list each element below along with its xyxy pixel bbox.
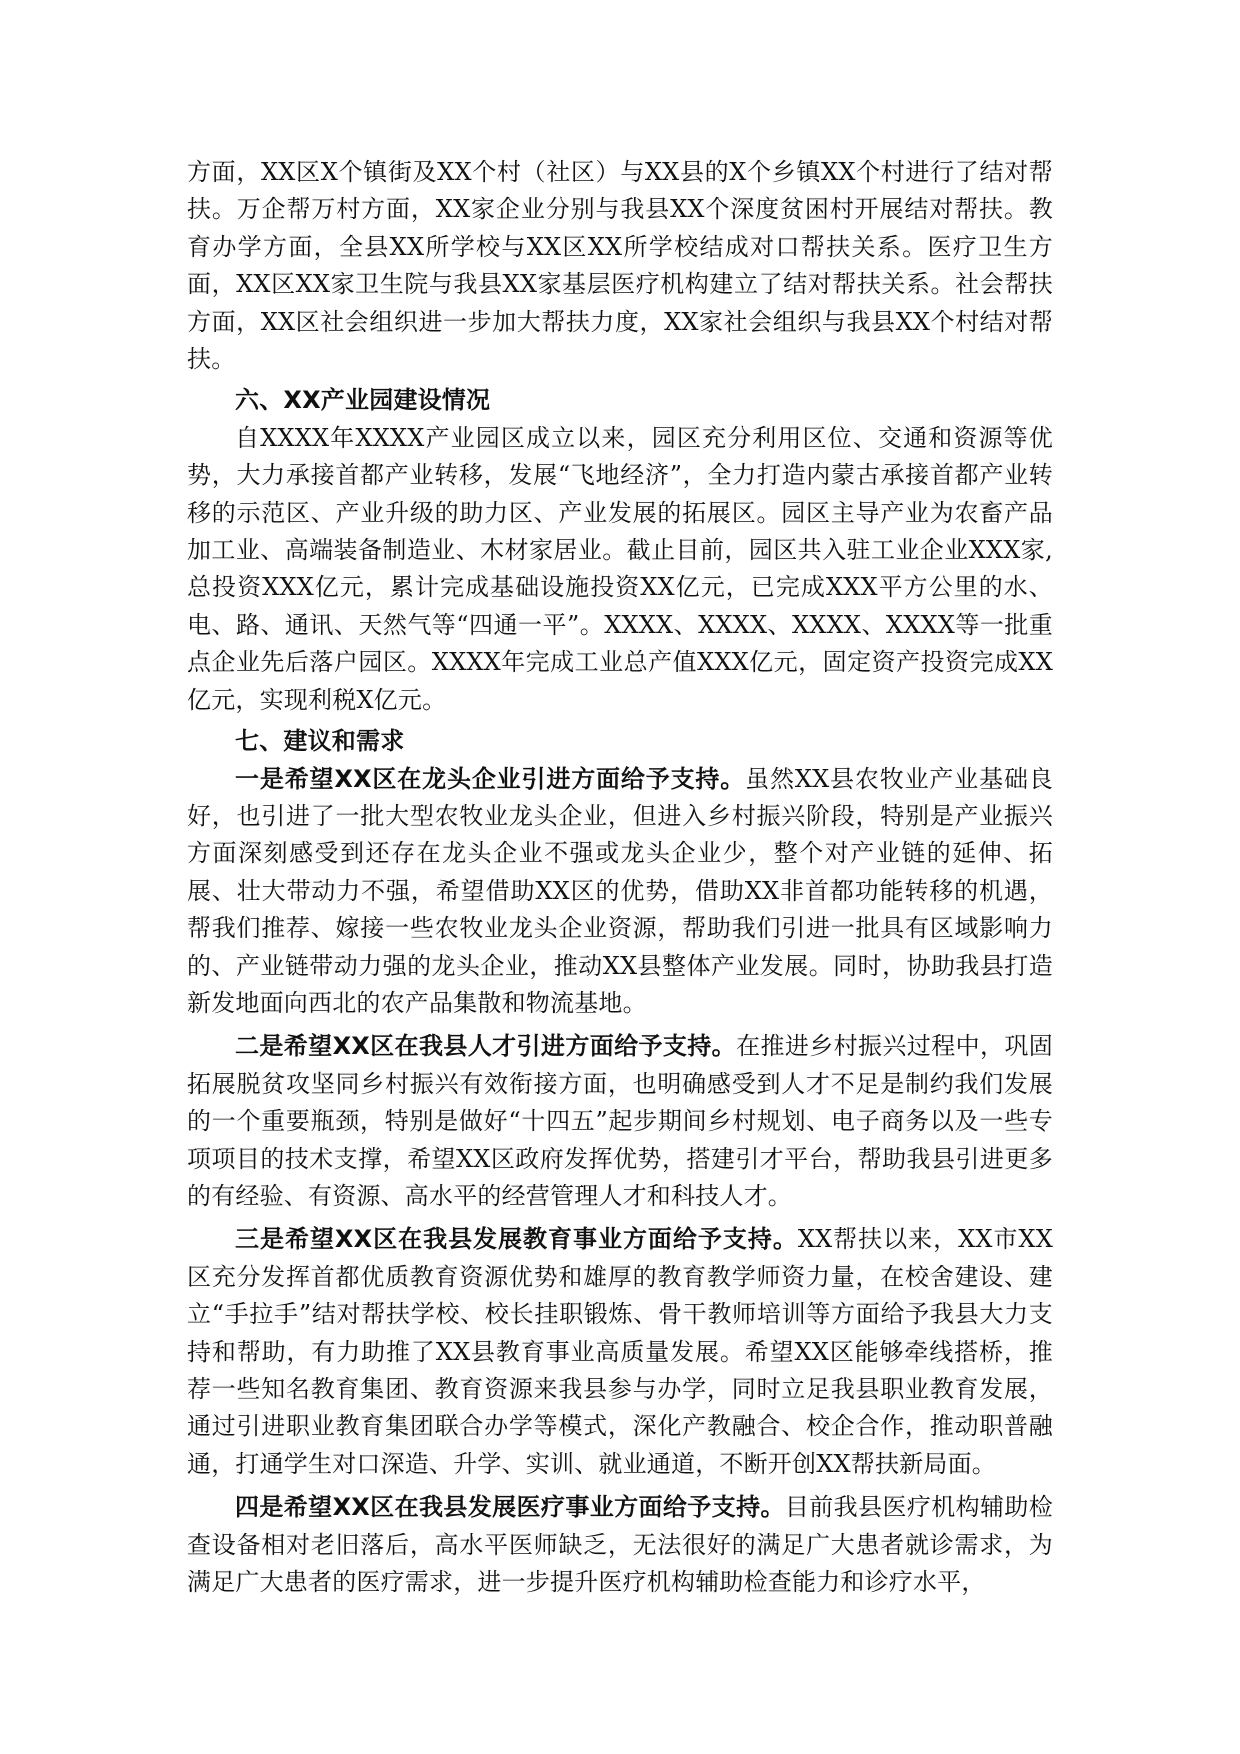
section-heading-suggestions: 七、建议和需求: [235, 727, 405, 756]
suggestion-body-talent: 在推进乡村振兴过程中，巩固拓展脱贫攻坚同乡村振兴有效衔接方面，也明确感受到人才不足是制约我们发展的一个重要瓶颈，特别是做好“十四五”起步期间乡村规划、电子商务以及一些专项项目的技术支撑，希望XX区政府发挥优势，搭建引才平台，帮助我县引进更多的有经验、有资源、高水平的经营管理人才和科技人才。: [187, 1032, 1053, 1210]
suggestion-body-enterprises: 虽然XX县农牧业产业基础良好，也引进了一批大型农牧业龙头企业，但进入乡村振兴阶段，特别是产业振兴方面深刻感受到还存在龙头企业不强或龙头企业少，整个对产业链的延伸、拓展、壮大带动力不强，希望借助XX区的优势，借助XX非首都功能转移的机遇，帮我们推荐、嫁接一些农牧业龙头企业资源，帮助我们引进一批具有区域影响力的、产业链带动力强的龙头企业，推动XX县整体产业发展。同时，协助我县打造新发地面向西北的农产品集散和物流基地。: [187, 764, 1053, 1017]
suggestion-lead-talent: 二是希望XX区在我县人才引进方面给予支持。: [235, 1032, 737, 1061]
suggestion-lead-medical: 四是希望XX区在我县发展医疗事业方面给予支持。: [235, 1493, 785, 1522]
document-body: [187, 154, 1053, 1601]
suggestion-lead-enterprises: 一是希望XX区在龙头企业引进方面给予支持。: [235, 764, 746, 793]
paragraph-industrial-park: 自XXXX年XXXX产业园区成立以来，园区充分利用区位、交通和资源等优势，大力承接首都产业转移，发展“飞地经济”，全力打造内蒙古承接首都产业转移的示范区、产业升级的助力区、产业发展的拓展区。园区主导产业为农畜产品加工业、高端装备制造业、木材家居业。截止目前，园区共入驻工业企业XXX家,总投资XXX亿元，累计完成基础设施投资XX亿元，已完成XXX平方公里的水、电、路、通讯、天然气等“四通一平”。XXXX、XXXX、XXXX、XXXX等一批重点企业先后落户园区。XXXX年完成工业总产值XXX亿元，固定资产投资完成XX亿元，实现利税X亿元。: [187, 423, 1053, 714]
paragraph-assistance-summary: 方面，XX区X个镇街及XX个村（社区）与XX县的X个乡镇XX个村进行了结对帮扶。万企帮万村方面，XX家企业分别与我县XX个深度贫困村开展结对帮扶。教育办学方面，全县XX所学校与XX区XX所学校结成对口帮扶关系。医疗卫生方面，XX区XX家卫生院与我县XX家基层医疗机构建立了结对帮扶关系。社会帮扶方面，XX区社会组织进一步加大帮扶力度，XX家社会组织与我县XX个村结对帮扶。: [187, 158, 1053, 374]
suggestion-body-education: XX帮扶以来，XX市XX区充分发挥首都优质教育资源优势和雄厚的教育教学师资力量，在校舍建设、建立“手拉手”结对帮扶学校、校长挂职锻炼、骨干教师培训等方面给予我县大力支持和帮助，有力助推了XX县教育事业高质量发展。希望XX区能够牵线搭桥，推荐一些知名教育集团、教育资源来我县参与办学，同时立足我县职业教育发展，通过引进职业教育集团联合办学等模式，深化产教融合、校企合作，推动职普融通，打通学生对口深造、升学、实训、就业通道，不断开创XX帮扶新局面。: [187, 1225, 1054, 1478]
paragraph-suggestion-enterprises: [187, 761, 1053, 1023]
paragraph-suggestion-education: [187, 1221, 1053, 1483]
section-heading-industrial-park: 六、XX产业园建设情况: [235, 386, 491, 415]
paragraph-suggestion-talent: [187, 1028, 1053, 1215]
paragraph-suggestion-medical: [187, 1489, 1053, 1601]
suggestion-body-medical: 目前我县医疗机构辅助检查设备相对老旧落后，高水平医师缺乏，无法很好的满足广大患者就诊需求，为满足广大患者的医疗需求，进一步提升医疗机构辅助检查能力和诊疗水平，: [187, 1493, 1054, 1597]
suggestion-lead-education: 三是希望XX区在我县发展教育事业方面给予支持。: [235, 1225, 798, 1254]
